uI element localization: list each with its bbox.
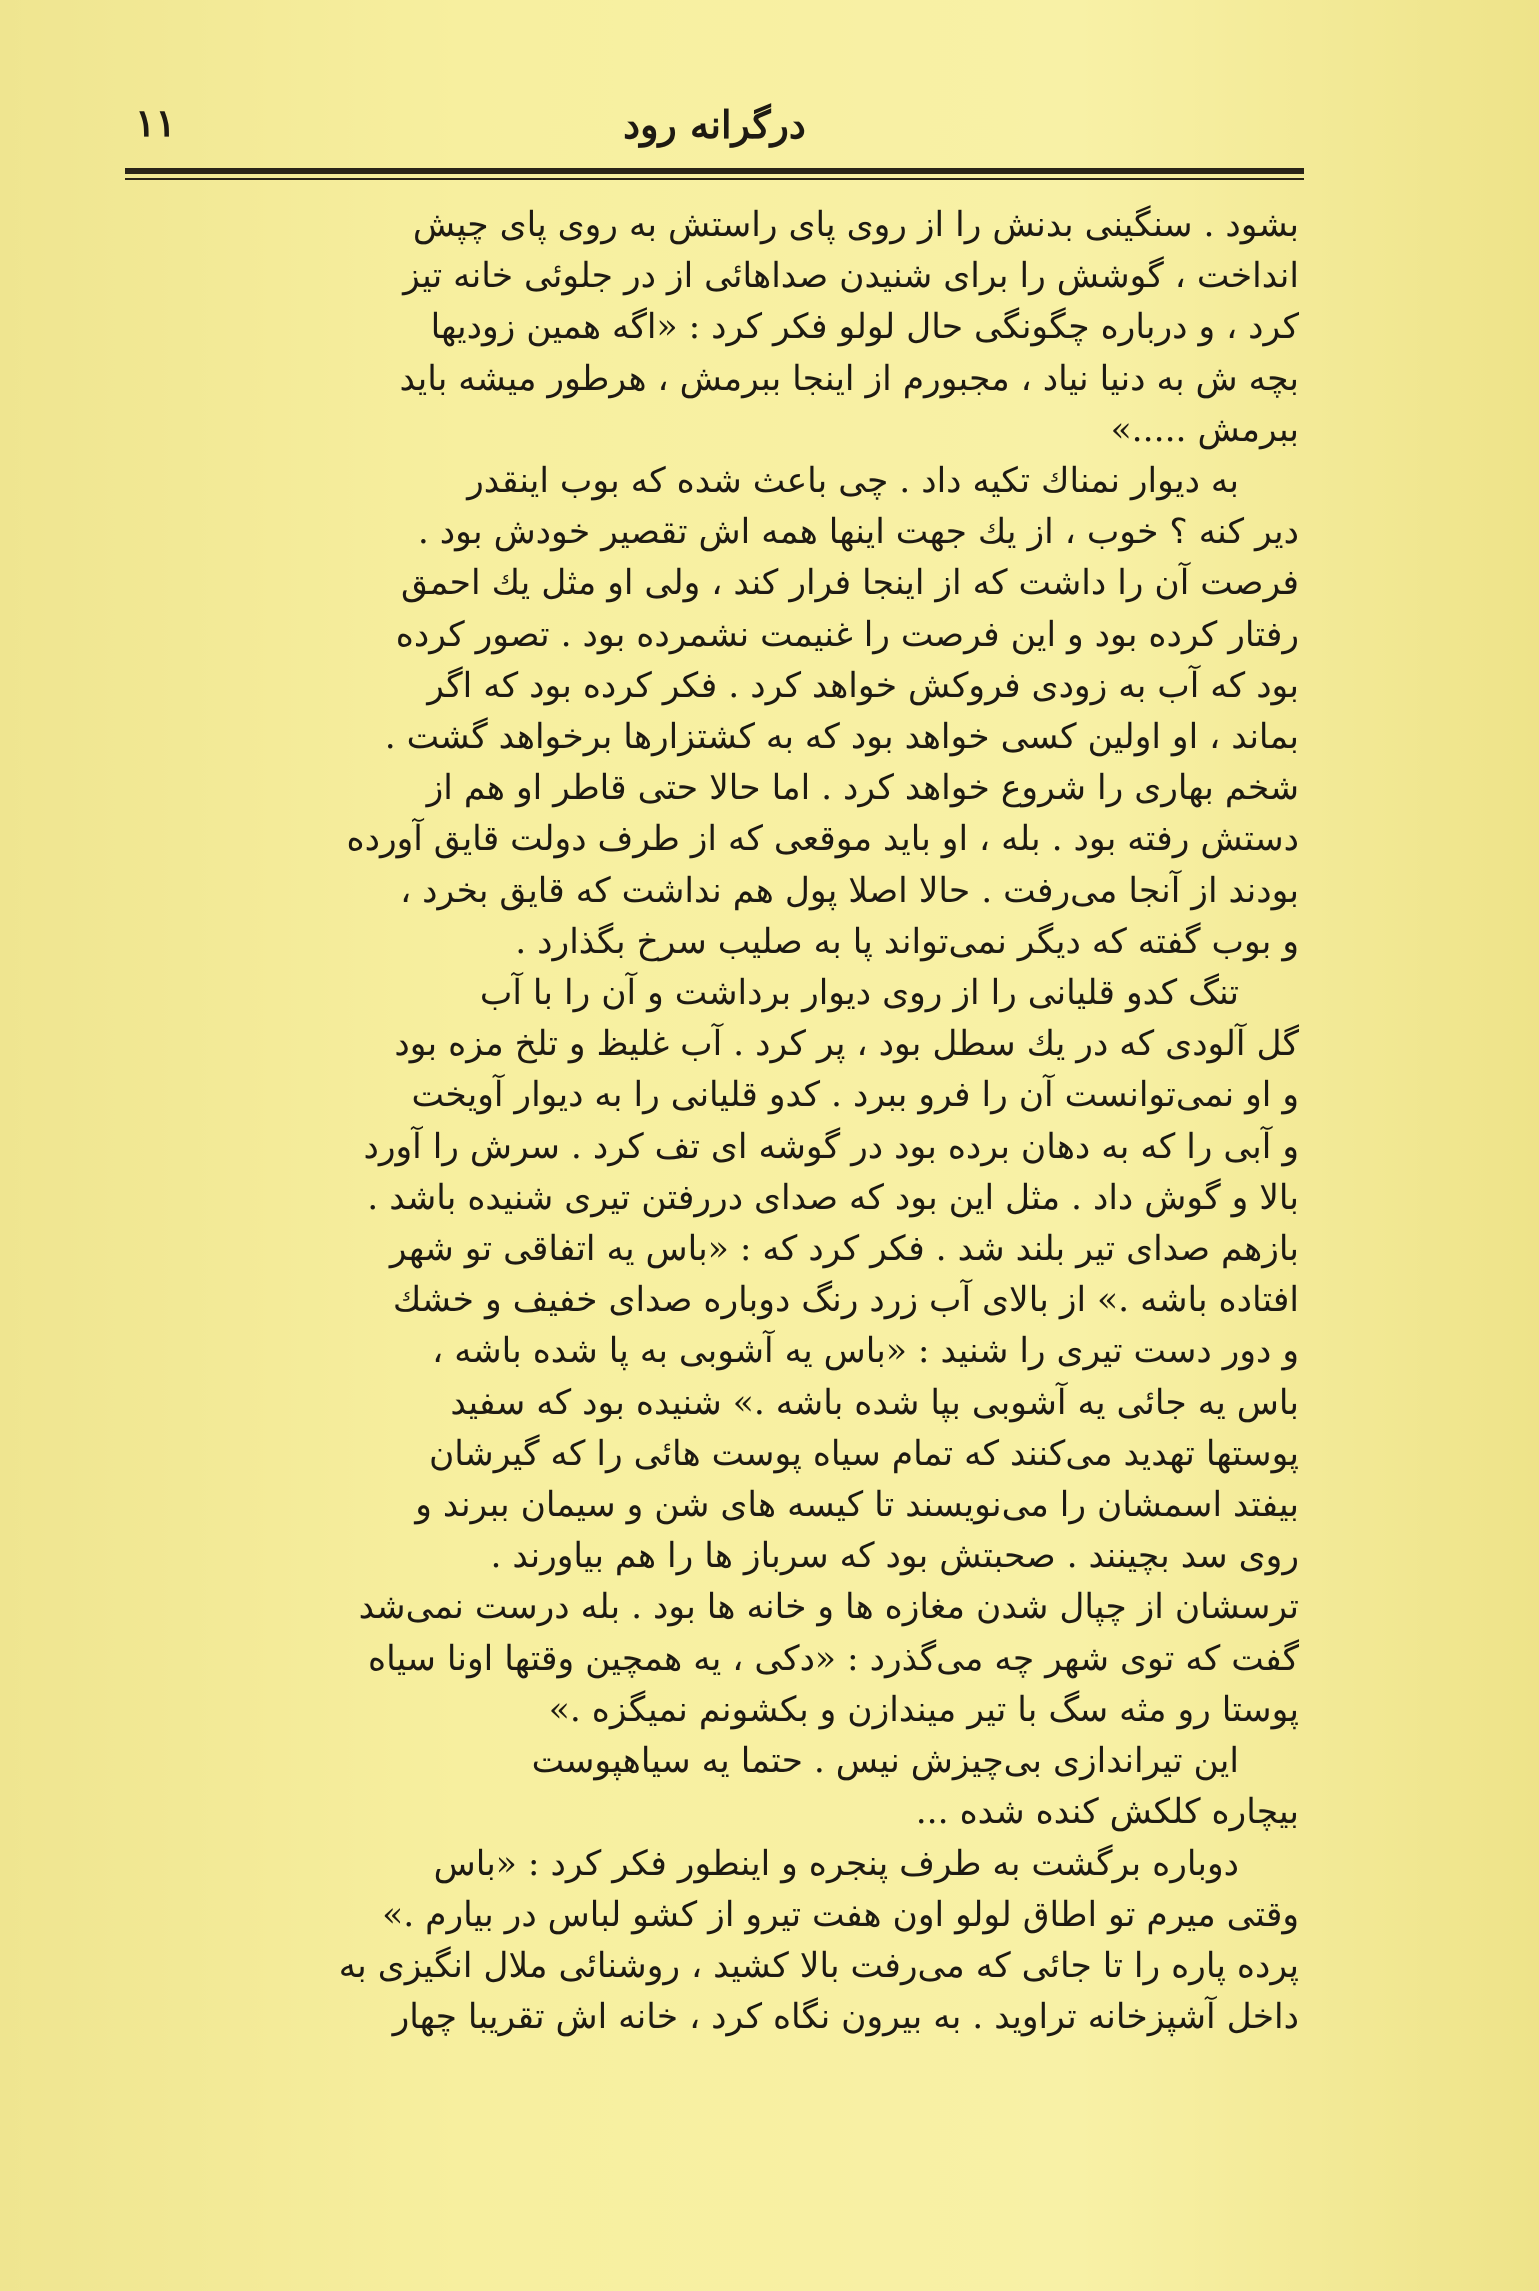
text-line: انداخت ، گوشش را برای شنیدن صداهائی از در جلوئی خانه تیز	[403, 256, 1299, 297]
text-line: باس یه جائی یه آشوبی بپا شده باشه .» شنیده بود که سفید	[450, 1382, 1299, 1423]
text-line: پوستها تهدید می‌کنند که تمام سیاه پوست هائی را که گیرشان	[428, 1433, 1299, 1474]
body-text	[118, 200, 1299, 2043]
text-line: این تیراندازی بی‌چیزش نیس . حتما یه سیاهپوست	[531, 1741, 1239, 1782]
text-line: پوستا رو مثه سگ با تیر میندازن و بکشونم نمیگزه .»	[548, 1689, 1299, 1730]
text-line: و دور دست تیری را شنید : «باس یه آشوبی به پا شده باشه ،	[432, 1331, 1299, 1372]
text-line: ببرمش .....»	[1110, 409, 1299, 450]
text-line: و آبی را که به دهان برده بود در گوشه ای تف کرد . سرش را آورد	[363, 1126, 1299, 1167]
text-line: روی سد بچینند . صحبتش بود که سرباز ها را هم بیاورند .	[490, 1536, 1299, 1577]
text-line: و بوب گفته که دیگر نمی‌تواند پا به صلیب سرخ بگذارد .	[515, 921, 1299, 962]
text-line: و او نمی‌توانست آن را فرو ببرد . کدو قلیانی را به دیوار آویخت	[411, 1075, 1299, 1116]
text-line: دوباره برگشت به طرف پنجره و اینطور فکر کرد : «باس	[433, 1843, 1239, 1884]
text-line: بیفتد اسمشان را می‌نویسند تا کیسه های شن و سیمان ببرند و	[415, 1485, 1299, 1526]
header-rule	[125, 168, 1304, 180]
text-line: دیر کنه ؟ خوب ، از یك جهت اینها همه اش تقصیر خودش بود .	[417, 512, 1299, 553]
text-line: فرصت آن را داشت که از اینجا فرار کند ، ولی او مثل یك احمق	[400, 563, 1299, 604]
text-line: بود که آب به زودی فروکش خواهد کرد . فکر کرده بود که اگر	[427, 665, 1299, 706]
text-line: شخم بهاری را شروع خواهد کرد . اما حالا حتی قاطر او هم از	[426, 768, 1299, 809]
text-line: وقتی میرم تو اطاق لولو اون هفت تیرو از کشو لباس در بیارم .»	[382, 1894, 1299, 1935]
text-line: رفتار کرده بود و این فرصت را غنیمت نشمرده بود . تصور کرده	[395, 614, 1299, 655]
text-line: بالا و گوش داد . مثل این بود که صدای دررفتن تیری شنیده باشد .	[367, 1177, 1299, 1218]
text-line: تنگ کدو قلیانی را از روی دیوار برداشت و آن را با آب	[479, 973, 1239, 1014]
text-line: گفت که توی شهر چه می‌گذرد : «دکی ، یه همچین وقتها اونا سیاه	[368, 1638, 1299, 1679]
text-line: بماند ، او اولین کسی خواهد بود که به کشتزارها برخواهد گشت .	[384, 717, 1299, 758]
text-line: ترسشان از چپال شدن مغازه ها و خانه ها بود . بله درست نمی‌شد	[358, 1587, 1299, 1628]
text-line: داخل آشپزخانه تراوید . به بیرون نگاه کرد ، خانه اش تقریبا چهار	[392, 1997, 1299, 2038]
text-line: بشود . سنگینی بدنش را از روی پای راستش به روی پای چپش	[412, 205, 1299, 245]
text-line: بیچاره کلکش کنده شده ...	[915, 1792, 1299, 1833]
text-line: دستش رفته بود . بله ، او باید موقعی که از طرف دولت قایق آورده	[346, 819, 1299, 860]
text-line: کرد ، و درباره چگونگی حال لولو فکر کرد : «اگه همین زودیها	[430, 307, 1299, 348]
text-line: گل آلودی که در یك سطل بود ، پر کرد . آب غلیظ و تلخ مزه بود	[394, 1024, 1299, 1065]
text-line: بچه ش به دنیا نیاد ، مجبورم از اینجا ببرمش ، هرطور میشه باید	[399, 358, 1299, 399]
page-number: ۱۱	[135, 100, 176, 145]
text-line: پرده پاره را تا جائی که می‌رفت بالا کشید ، روشنائی ملال انگیزی به	[338, 1945, 1299, 1986]
text-line: بودند از آنجا می‌رفت . حالا اصلا پول هم نداشت که قایق بخرد ،	[400, 870, 1299, 911]
page-header	[125, 100, 1304, 160]
text-line: بازهم صدای تیر بلند شد . فکر کرد که : «باس یه اتفاقی تو شهر	[389, 1229, 1299, 1270]
running-title: درگرانه رود	[623, 102, 806, 147]
text-line: به دیوار نمناك تکیه داد . چی باعث شده که بوب اینقدر	[467, 461, 1239, 502]
text-line: افتاده باشه .» از بالای آب زرد رنگ دوباره صدای خفیف و خشك	[392, 1280, 1299, 1321]
